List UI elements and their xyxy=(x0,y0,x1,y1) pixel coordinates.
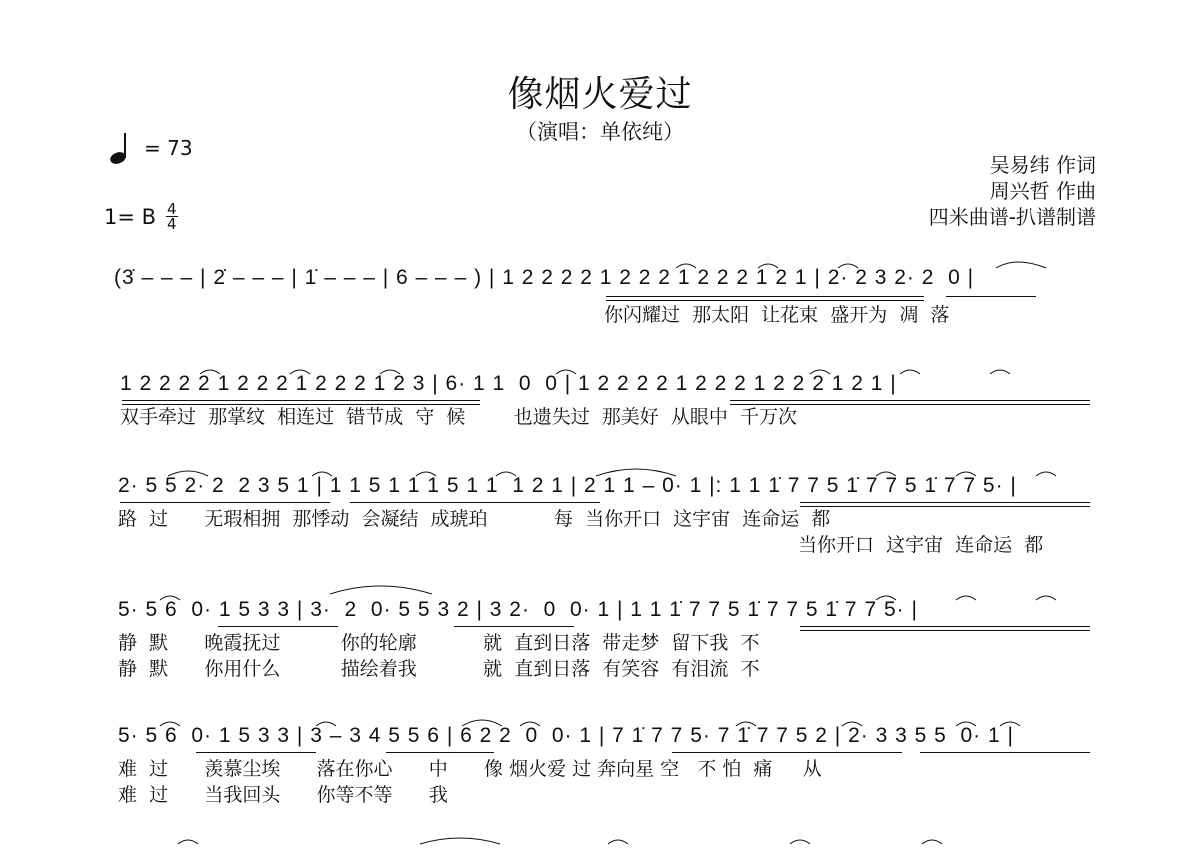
time-signature xyxy=(166,202,178,231)
next-row-slur-fragments xyxy=(0,834,1200,850)
notation-line: 2· 5 5 2· 2 2 3 5 1 | 1 1 5 1 1 1 5 1 1 1 2 1 | 2 1 1 – 0· 1 |: 1 1 1̇ 7 7 5 1̇ 7 7 5 1̇ 7 7 5· | xyxy=(118,474,1017,497)
notation-line: (3̇ – – – | 2̇ – – – | 1̇ – – – | 6 – – – ) | 1 2 2 2 2 1 2 2 2 1 2 2 2 1 2 1 | 2· 2 3 2· 2 0 | xyxy=(114,266,975,289)
lyric-line-1: 你闪耀过 那太阳 让花束 盛开为 凋 落 xyxy=(604,304,950,326)
lyric-line-1: 路 过 无瑕相拥 那悸动 会凝结 成琥珀 每 当你开口 这宇宙 连命运 都 xyxy=(118,508,831,530)
credits xyxy=(929,152,1096,230)
transcriber-credit: 四米曲谱-扒谱制谱 xyxy=(928,205,1096,229)
notation-line: 5· 5 6 0· 1 5 3 3 | 3· 2 0· 5 5 3 2 | 3 2· 0 0· 1 | 1 1 1̇ 7 7 5 1̇ 7 7 5 1̇ 7 7 5· | xyxy=(118,598,918,621)
lyric-line-1: 难 过 羡慕尘埃 落在你心 中 像 烟火爱 过 奔向星 空 不 怕 痛 从 xyxy=(118,758,822,780)
lyricist-credit: 吴易纬 作词 xyxy=(989,153,1096,177)
slur-marks xyxy=(0,372,1200,412)
key-label: 1= B xyxy=(104,204,157,229)
notation-line: 1 2 2 2 2 1 2 2 2 1 2 2 2 1 2 3 | 6· 1 1 0 0 | 1 2 2 2 2 1 2 2 2 1 2 2 2 1 2 1 | xyxy=(120,372,897,395)
lyric-line-2: 当你开口 这宇宙 连命运 都 xyxy=(798,534,1044,556)
song-title: 像烟火爱过 xyxy=(507,74,693,115)
key-signature xyxy=(104,202,178,231)
time-top: 4 xyxy=(167,200,177,218)
singer-credit: （演唱：单依纯） xyxy=(516,120,684,144)
time-bottom: 4 xyxy=(167,215,177,233)
slur-marks xyxy=(0,724,1200,764)
lyric-line-2: 静 默 你用什么 描绘着我 就 直到日落 有笑容 有泪流 不 xyxy=(118,658,760,680)
tempo-value: = 73 xyxy=(144,136,193,160)
tempo-marking xyxy=(108,131,193,165)
slur-marks xyxy=(0,266,1200,306)
lyric-line-1: 双手牵过 那掌纹 相连过 错节成 守 候 也遗失过 那美好 从眼中 千万次 xyxy=(120,406,797,428)
slur-marks xyxy=(0,598,1200,638)
composer-credit: 周兴哲 作曲 xyxy=(989,179,1096,203)
lyric-line-1: 静 默 晚霞抚过 你的轮廓 就 直到日落 带走梦 留下我 不 xyxy=(118,632,760,654)
quarter-note-icon xyxy=(108,131,130,165)
slur-marks xyxy=(0,474,1200,514)
notation-line: 5· 5 6 0· 1 5 3 3 | 3 – 3 4 5 5 6 | 6 2 2 0 0· 1 | 7 1̇ 7 7 5· 7 1̇ 7 7 5 2 | 2· 3 3 5 5 0· 1 | xyxy=(118,724,1014,747)
lyric-line-2: 难 过 当我回头 你等不等 我 xyxy=(118,784,448,806)
